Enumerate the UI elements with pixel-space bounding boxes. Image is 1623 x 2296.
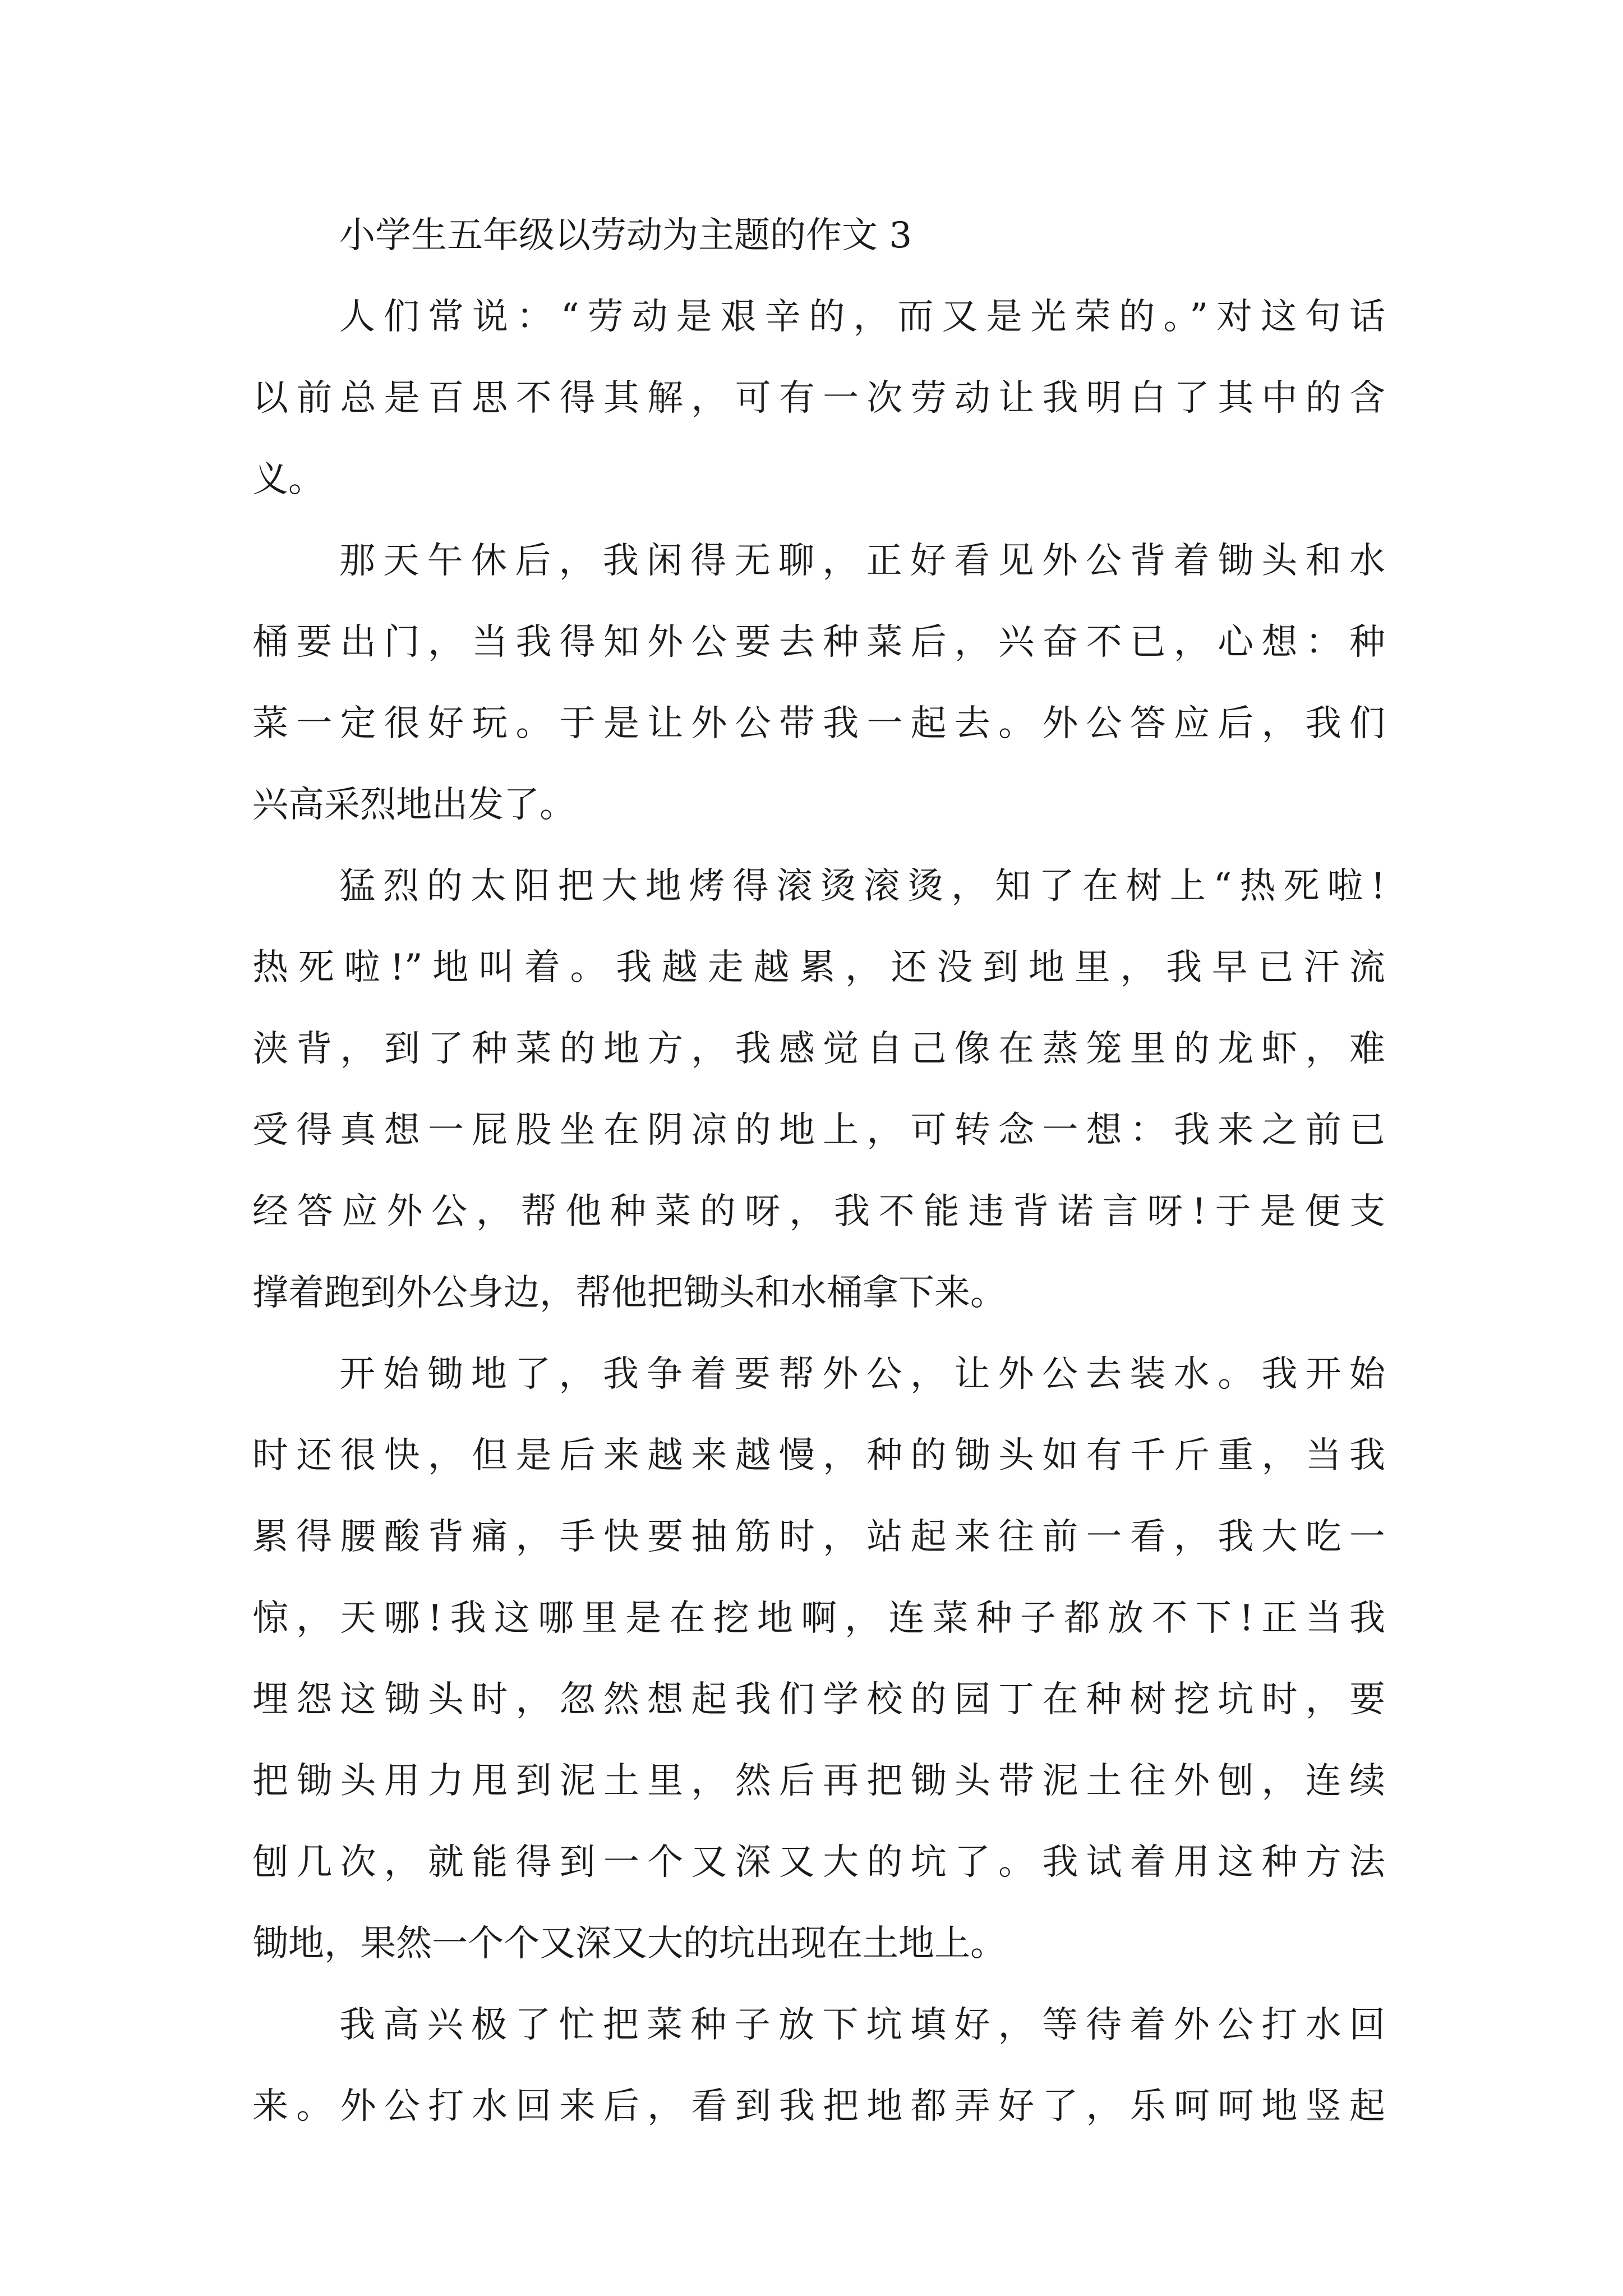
paragraph-line: 锄地，果然一个个又深又大的坑出现在土地上。 xyxy=(252,1923,1006,1964)
paragraph-line: 把锄头用力甩到泥土里，然后再把锄头带泥土往外刨，连续 xyxy=(252,1760,1385,1802)
paragraph-line: 兴高采烈地出发了。 xyxy=(252,784,575,826)
paragraph-line: 猛烈的太阳把大地烤得滚烫滚烫，知了在树上“热死啦! xyxy=(339,866,1385,907)
paragraph-line: 桶要出门，当我得知外公要去种菜后，兴奋不已，心想：种 xyxy=(252,622,1385,663)
paragraph-line: 撑着跑到外公身边，帮他把锄头和水桶拿下来。 xyxy=(252,1272,1006,1314)
paragraph-line: 经答应外公，帮他种菜的呀，我不能违背诺言呀!于是便支 xyxy=(252,1191,1385,1232)
paragraph-line: 开始锄地了，我争着要帮外公，让外公去装水。我开始 xyxy=(339,1354,1385,1395)
paragraph-line: 那天午休后，我闲得无聊，正好看见外公背着锄头和水 xyxy=(339,540,1385,582)
paragraph-line: 来。外公打水回来后，看到我把地都弄好了，乐呵呵地竖起 xyxy=(252,2086,1385,2127)
paragraph-line: 受得真想一屁股坐在阴凉的地上，可转念一想：我来之前已 xyxy=(252,1110,1385,1151)
paragraph-line: 义。 xyxy=(252,459,324,500)
paragraph-line: 菜一定很好玩。于是让外公带我一起去。外公答应后，我们 xyxy=(252,703,1385,744)
paragraph-line: 累得腰酸背痛，手快要抽筋时，站起来往前一看，我大吃一 xyxy=(252,1516,1385,1558)
paragraph-line: 以前总是百思不得其解，可有一次劳动让我明白了其中的含 xyxy=(252,378,1385,419)
document-title: 小学生五年级以劳动为主题的作文 3 xyxy=(339,215,912,256)
paragraph-line: 刨几次，就能得到一个又深又大的坑了。我试着用这种方法 xyxy=(252,1842,1385,1883)
paragraph-line: 惊，天哪!我这哪里是在挖地啊，连菜种子都放不下!正当我 xyxy=(252,1598,1385,1639)
paragraph-line: 时还很快，但是后来越来越慢，种的锄头如有千斤重，当我 xyxy=(252,1435,1385,1476)
paragraph-line: 热死啦!”地叫着。我越走越累，还没到地里，我早已汗流 xyxy=(252,947,1385,988)
paragraph-line: 浃背，到了种菜的地方，我感觉自己像在蒸笼里的龙虾，难 xyxy=(252,1028,1385,1070)
paragraph-line: 人们常说：“劳动是艰辛的，而又是光荣的。”对这句话 xyxy=(339,296,1385,338)
paragraph-line: 埋怨这锄头时，忽然想起我们学校的园丁在种树挖坑时，要 xyxy=(252,1679,1385,1720)
paragraph-line: 我高兴极了忙把菜种子放下坑填好，等待着外公打水回 xyxy=(339,2004,1385,2046)
